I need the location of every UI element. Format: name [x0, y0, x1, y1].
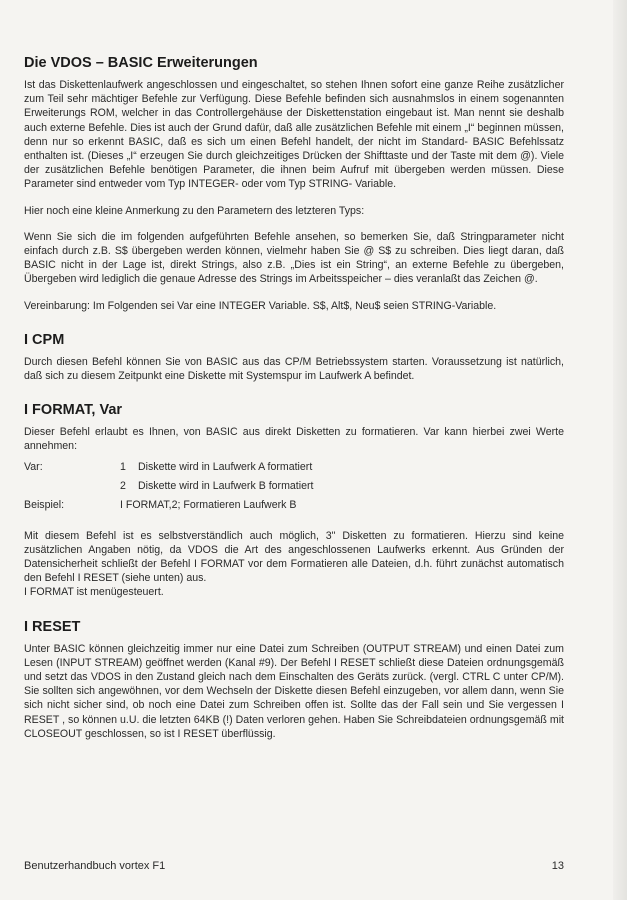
page-number: 13 — [551, 860, 564, 872]
var-label: Var: — [24, 460, 43, 473]
option-number: 1 — [120, 460, 126, 473]
paragraph-reset: Unter BASIC können gleichzeitig immer nur eine Datei zum Schreiben (OUTPUT STREAM) und einen Datei zum Lesen (INPUT STREAM) geöffnet werden (Kanal #9). Der Befehl I RESET schließt diese Dateien ordnungsgemäß und setzt das VDOS in den Zustand gleich nach dem Einschalten des Geräts zurück. (vergl. CTRL C unter CP/M). Sie sollten sich angewöhnen, vor dem Wechseln der Diskette diesen Befehl einzugeben, vor allem dann, wenn Sie sich nicht sicher sind, ob noch eine Datei zum Schreiben offen ist. Sollte das der Fall sein und Sie vergessen I RESET , so können u.U. die letzten 64KB (!) Daten verloren gehen. Haben Sie Schreibdateien ordnungsgemäß mit CLOSEOUT geschlossen, so ist I RESET überflüssig. — [24, 642, 564, 740]
page-edge-shadow — [613, 0, 627, 900]
paragraph-format-menu: I FORMAT ist menügesteuert. — [24, 586, 164, 599]
heading-cpm: I CPM — [24, 331, 65, 348]
option-text: Diskette wird in Laufwerk A formatiert — [138, 460, 313, 473]
paragraph-cpm: Durch diesen Befehl können Sie von BASIC aus das CP/M Betriebssystem starten. Voraussetzung ist natürlich, daß sich zu diesem Zeitpunkt eine Diskette mit Systemspur im Laufwerk A befindet. — [24, 355, 564, 383]
heading-format: I FORMAT, Var — [24, 402, 123, 419]
paragraph-format-intro: Dieser Befehl erlaubt es Ihnen, von BASIC aus direkt Disketten zu formatieren. Var kann hierbei zwei Werte annehmen: — [24, 426, 564, 453]
example-row — [24, 498, 313, 517]
var-option-row — [24, 479, 313, 498]
option-text: Diskette wird in Laufwerk B formatiert — [138, 479, 314, 492]
var-option-row — [24, 460, 313, 479]
heading-reset: I RESET — [24, 618, 81, 635]
paragraph-agreement: Vereinbarung: Im Folgenden sei Var eine INTEGER Variable. S$, Alt$, Neu$ seien STRING-Variable. — [24, 299, 497, 312]
paragraph-intro: Ist das Diskettenlaufwerk angeschlossen und eingeschaltet, so stehen Ihnen sofort eine ganze Reihe zusätzlicher zum Teil sehr mächtiger Befehle zur Verfügung. Diese Befehle befinden sich ausnahmslos in einem sogenannten Erweiterungs ROM, welcher in das Controllergehäuse der Diskettenstation eingebaut ist. Man nennt sie deshalb auch externe Befehle. Dies ist auch der Grund dafür, daß alle zusätzlichen Befehle mit einem „I“ beginnen müssen, denn nur so erkennt BASIC, daß es sich um einen Befehl handelt, der nicht im Standard- BASIC Befehlssatz enthalten ist. (Dieses „I“ erzeugen Sie durch gleichzeitiges Drücken der Shifttaste und der Taste mit dem @). Viele der zusätzlichen Befehle benötigen Parameter, die ihnen beim Aufruf mit übergeben werden müssen. Diese Parameter sind entweder vom Typ INTEGER- oder vom Typ STRING- Variable. — [24, 79, 564, 191]
paragraph-string-params: Wenn Sie sich die im folgenden aufgeführten Befehle ansehen, so bemerken Sie, daß Stringparameter nicht einfach durch z.B. S$ übergeben werden können, vielmehr haben Sie @ S$ zu schreiben. Dies liegt daran, daß BASIC nicht in der Lage ist, direkt Strings, also z.B. „Dies ist ein String“, an externe Befehle zu übergeben, Übergeben wird lediglich die genaue Adresse des Strings im Arbeitsspeicher – dies veranlaßt das Zeichen @. — [24, 230, 564, 286]
example-text: I FORMAT,2; Formatieren Laufwerk B — [120, 498, 297, 511]
heading-vdos-basic: Die VDOS – BASIC Erweiterungen — [24, 55, 258, 71]
paragraph-format-details: Mit diesem Befehl ist es selbstverständlich auch möglich, 3" Disketten zu formatieren. Hierzu sind keine zusätzlichen Angaben nötig, da VDOS die Art des angeschlossenen Laufwerks erkennt. Aus Gründen der Datensicherheit schließt der Befehl I FORMAT vor dem Formatieren alle Dateien, d.h. führt zunächst automatisch den Befehl I RESET (siehe unten) aus. — [24, 529, 564, 585]
page-footer — [24, 860, 564, 872]
page-content — [24, 54, 564, 741]
format-var-table — [24, 460, 313, 517]
paragraph-note: Hier noch eine kleine Anmerkung zu den Parametern des letzteren Typs: — [24, 204, 365, 217]
option-number: 2 — [120, 479, 126, 492]
example-label: Beispiel: — [24, 498, 65, 511]
footer-manual-title: Benutzerhandbuch vortex F1 — [24, 860, 166, 872]
